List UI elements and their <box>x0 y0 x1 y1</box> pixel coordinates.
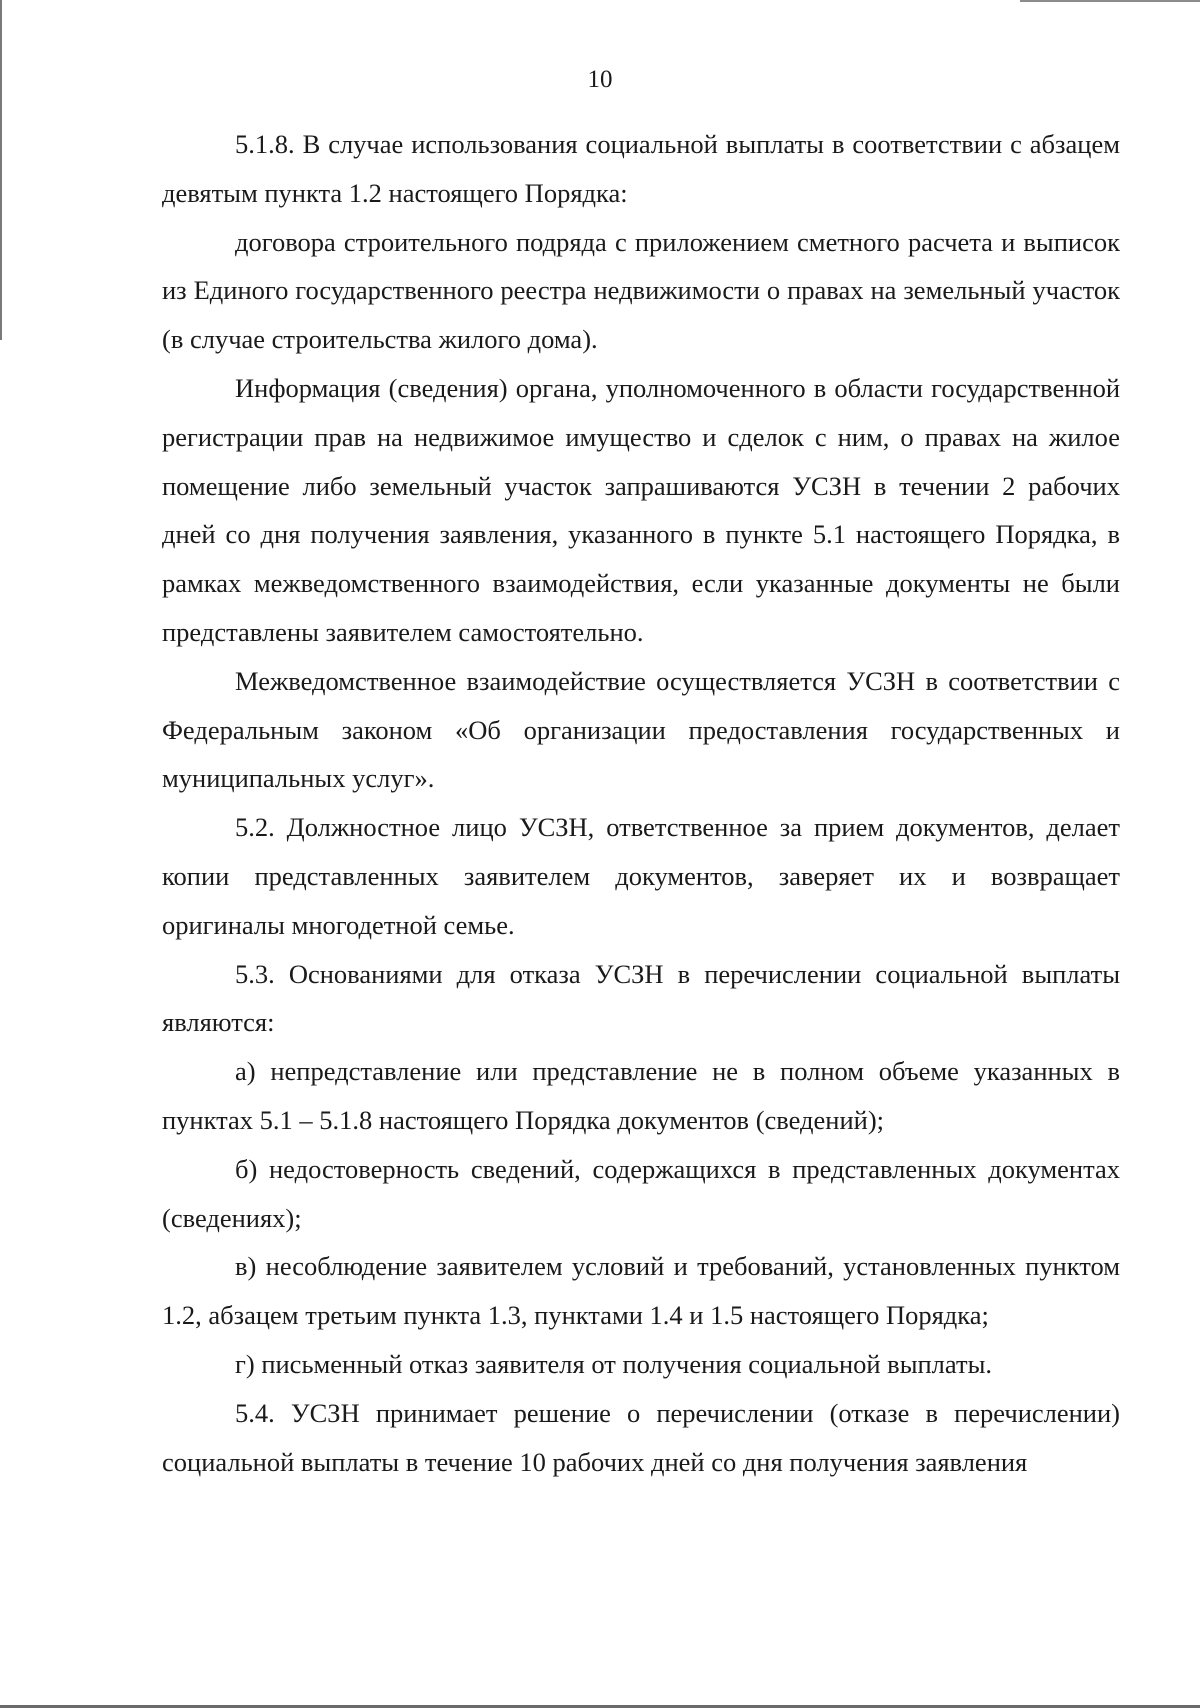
scan-edge-top <box>1020 0 1200 2</box>
paragraph-5-4: 5.4. УСЗН принимает решение о перечислении (отказе в перечислении) социальной выплаты в течение 10 рабочих дней со дня получения заявления <box>162 1397 1120 1477</box>
paragraph-5-2: 5.2. Должностное лицо УСЗН, ответственное за прием документов, делает копии представленных заявителем документов, заверяет их и возвращает оригиналы многодетной семье. <box>162 812 1120 940</box>
scan-edge-left <box>0 0 2 340</box>
page-number: 10 <box>587 66 613 93</box>
paragraph-construction-contract: договора строительного подряда с приложением сметного расчета и выписок из Единого государственного реестра недвижимости о правах на земельный участок (в случае строительства жилого дома). <box>162 226 1120 355</box>
list-item-g: г) письменный отказ заявителя от получения социальной выплаты. <box>235 1348 992 1379</box>
paragraph-registry-info: Информация (сведения) органа, уполномоченного в области государственной регистрации прав на недвижимое имущество и сделок с ним, о правах на жилое помещение либо земельный участок запрашиваются УСЗН в течении 2 рабочих дней со дня получения заявления, указанного в пункте 5.1 настоящего Порядка, в рамках межведомственного взаимодействия, если указанные документы не были представлены заявителем самостоятельно. <box>162 372 1120 647</box>
list-item-b: б) недостоверность сведений, содержащихся в представленных документах (сведениях); <box>162 1153 1120 1233</box>
list-item-a: а) непредставление или представление не в полном объеме указанных в пунктах 5.1 – 5.1.8 настоящего Порядка документов (сведений); <box>162 1056 1120 1135</box>
paragraph-5-1-8: 5.1.8. В случае использования социальной выплаты в соответствии с абзацем девятым пункта 1.2 настоящего Порядка: <box>162 129 1120 208</box>
paragraph-interagency: Межведомственное взаимодействие осуществляется УСЗН в соответствии с Федеральным законом «Об организации предоставления государственных и муниципальных услуг». <box>162 665 1120 794</box>
paragraph-5-3: 5.3. Основаниями для отказа УСЗН в перечислении социальной выплаты являются: <box>162 958 1120 1038</box>
list-item-v: в) несоблюдение заявителем условий и требований, установленных пунктом 1.2, абзацем третьим пункта 1.3, пунктами 1.4 и 1.5 настоящего Порядка; <box>162 1251 1120 1331</box>
document-body <box>162 120 1120 1486</box>
